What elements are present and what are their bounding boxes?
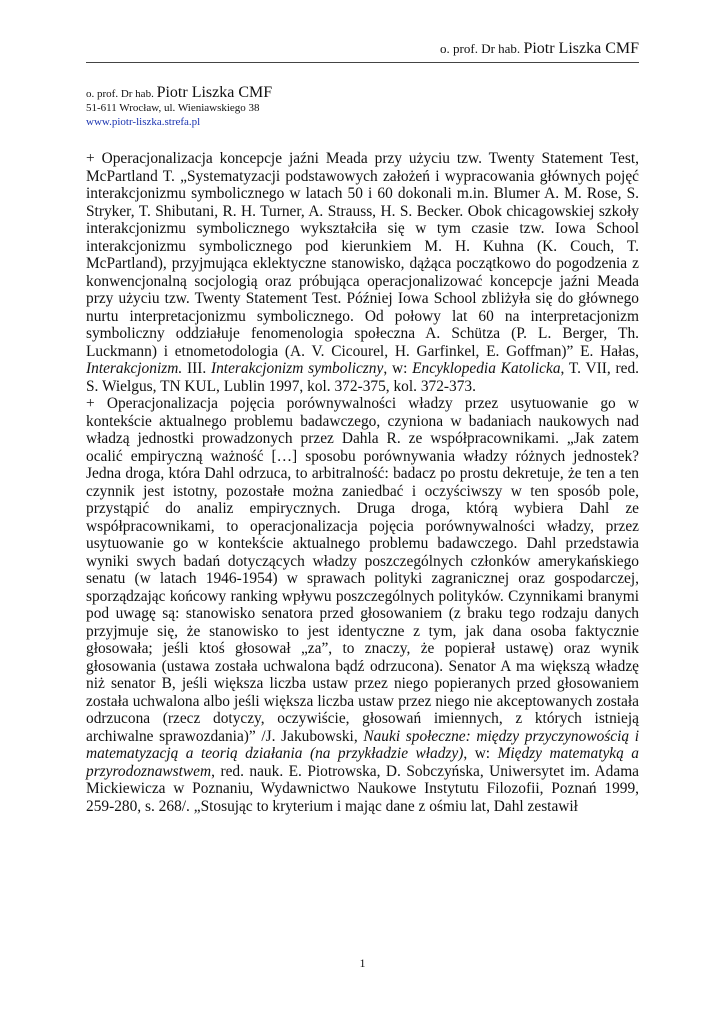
- header-author-name: Piotr Liszka CMF: [523, 40, 639, 57]
- paragraph-text: + Operacjonalizacja pojęcia porównywalności władzy przez usytuowanie go w kontekście aktualnego problemu badawczego, czyniona w badaniach naukowych nad władzą jednostki prowadzonych przez Dahla R. ze współpracownikami. „Jak zatem ocalić empiryczną ważność […] sposobu porównywania władzy różnych jednostek? Jedna droga, która Dahl odrzuca, to arbitralność: badacz po prostu dekretuje, że ten a ten czynnik jest istotny, pozostałe można zaniedbać i oczyściwszy w ten sposób pole, przystąpić do analiz empirycznych. Druga droga, którą wybiera Dahl ze współpracownikami, to operacjonalizacja pojęcia porównywalności władzy, przez usytuowanie go w kontekście aktualnego problemu badawczego. Dahl przedstawia wyniki swych badań dotyczących władzy poszczególnych członków amerykańskiego senatu (w latach 1946-1954) w sprawach polityki zagranicznej oraz gospodarczej, sporządzając końcowy ranking wpływu poszczególnych polityków. Czynnikami branymi pod uwagę są: stanowisko senatora przed głosowaniem (z braku tego rodzaju danych przyjmuje się, że stanowisko to jest identyczne z tym, jak dana osoba faktycznie głosowała; jeśli ktoś głosował „za”, to znaczy, że popierał ustawę) oraz wynik głosowania (ustawa została uchwalona bądź odrzucona). Senator A ma większą władzę niż senator B, jeśli większa liczba ustaw przez niego popieranych przed głosowaniem została uchwalona albo jeśli większa liczba ustaw przez niego nie akceptowanych została odrzucona (rzecz dotyczy, oczywiście, głosowań imiennych, z których istnieją archiwalne sprawozdania)” /J. Jakubowski,: [86, 395, 639, 745]
- paragraph-text: , w:: [463, 745, 498, 762]
- citation-title: Nauki społeczne: między przyczynowością i matematyzacją a teorią działania (na przykładzie władzy): [86, 727, 639, 762]
- paragraph-text: , red. nauk. E. Piotrowska, D. Sobczyńska, Uniwersytet im. Adama Mickiewicza w Poznaniu, Wydawnictwo Naukowe Instytutu Filozofii, Poznań 1999, 259-280, s. 268/. „Stosując to kryterium i mając dane z ośmiu lat, Dahl zestawił: [86, 762, 639, 815]
- author-title-line: [86, 86, 646, 101]
- author-block: [86, 86, 646, 129]
- paragraph-text: III.: [182, 360, 211, 377]
- author-title-prefix: o. prof. Dr hab.: [86, 88, 157, 100]
- page-number: 1: [359, 956, 366, 970]
- header-title-prefix: o. prof. Dr hab.: [440, 41, 524, 56]
- paragraph-text: + Operacjonalizacja koncepcje jaźni Meada przy użyciu tzw. Twenty Statement Test, McPartland T. „Systematyzacji podstawowych założeń i wypracowania głównych pojęć interakcjonizmu symbolicznego w latach 50 i 60 dokonali m.in. Blumer A. M. Rose, S. Stryker, T. Shibutani, R. H. Turner, A. Strauss, H. S. Becker. Obok chicagowskiej szkoły interakcjonizmu symbolicznego wykształciła się w tym czasie tzw. Iowa School interakcjonizmu symbolicznego pod kierunkiem M. H. Kuhna (K. Couch, T. McPartland), przyjmująca eklektyczne stanowisko, dążąca początkowo do pogodzenia z konwencjonalną socjologią oraz próbująca operacjonalizować koncepcje jaźni Meada przy użyciu tzw. Twenty Statement Test. Później Iowa School zbliżyła się do głównego nurtu interpretacjonizmu symbolicznego. Od połowy lat 60 na interpretacjonizm symboliczny oddziałuje fenomenologia społeczna A. Schütza (P. L. Berger, Th. Luckmann) i etnometodologia (A. V. Cicourel, H. Garfinkel, E. Goffman)” E. Hałas,: [86, 150, 639, 360]
- paragraph-mead-operationalization: [86, 150, 639, 395]
- citation-source: Między matematyką a przyrodoznawstwem: [86, 745, 639, 780]
- paragraph-power-comparability: [86, 395, 639, 815]
- author-website-link[interactable]: www.piotr-liszka.strefa.pl: [86, 116, 201, 128]
- citation-source: Encyklopedia Katolicka: [412, 360, 561, 377]
- page-header: [86, 40, 639, 63]
- citation-title: Interakcjonizm symboliczny: [210, 360, 384, 377]
- author-name: Piotr Liszka CMF: [156, 84, 273, 101]
- citation-title: Interakcjonizm.: [86, 360, 183, 377]
- author-address: 51-611 Wrocław, ul. Wieniawskiego 38: [86, 102, 260, 114]
- paragraph-text: , T. VII, red. S. Wielgus, TN KUL, Lublin 1997, kol. 372-375, kol. 372-373.: [86, 360, 640, 395]
- paragraph-text: , w:: [383, 360, 413, 377]
- document-body: [86, 150, 639, 815]
